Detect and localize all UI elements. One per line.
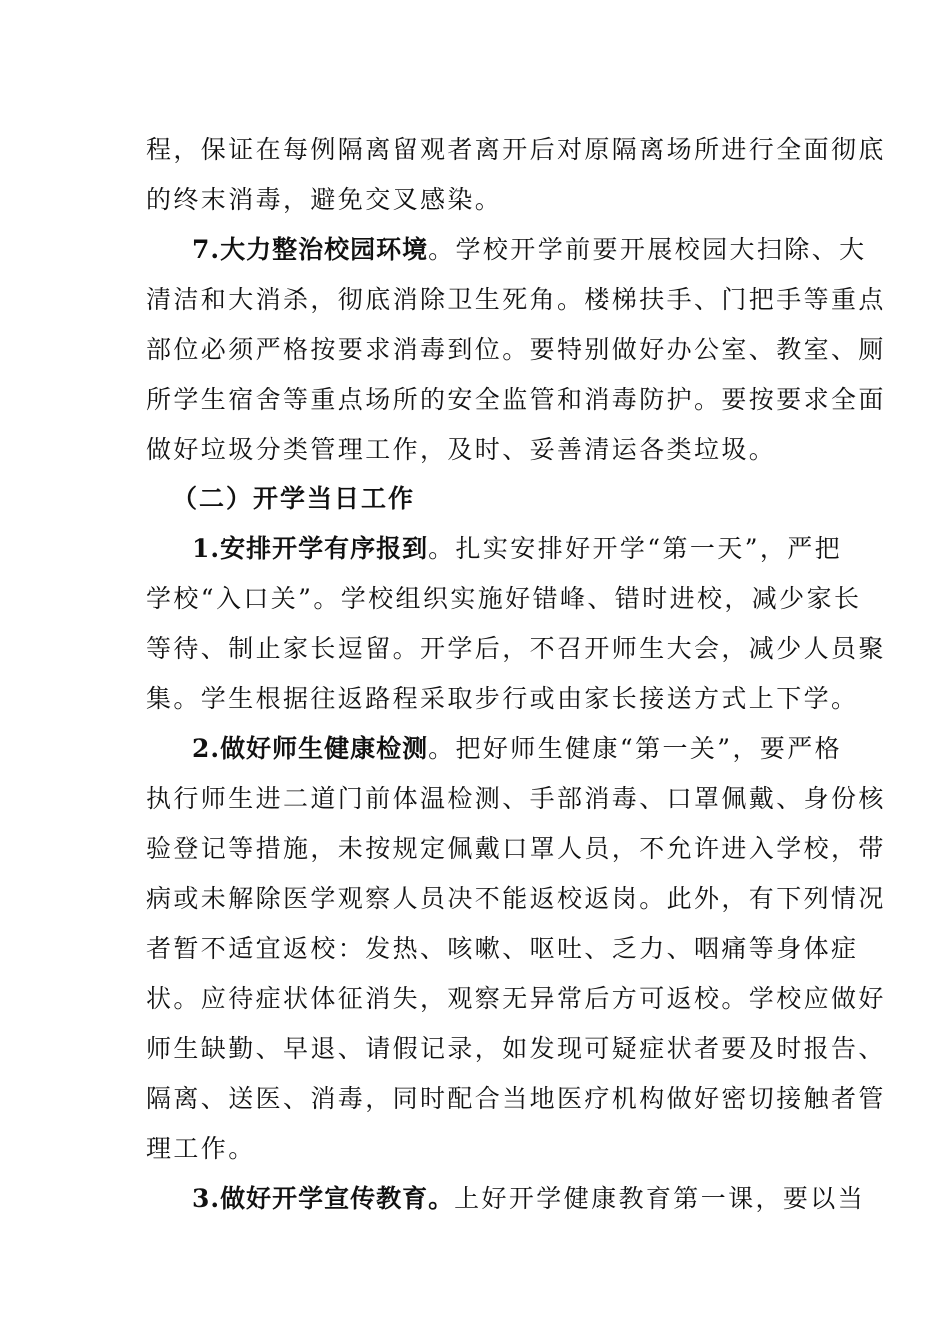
paragraph-7-heading: 7.大力整治校园环境 [192, 235, 429, 264]
paragraph-3-first-line [192, 1179, 866, 1219]
paragraph-1-text: 。扎实安排好开学“第一天”，严把 [428, 534, 843, 563]
text-line: 执行师生进二道门前体温检测、手部消毒、口罩佩戴、身份核 [146, 784, 886, 813]
text-line: 者暂不适宜返校：发热、咳嗽、呕吐、乏力、咽痛等身体症 [146, 934, 859, 963]
text-line: 理工作。 [146, 1134, 256, 1163]
text-line: 程，保证在每例隔离留观者离开后对原隔离场所进行全面彻底 [146, 135, 886, 164]
paragraph-7-first-line [192, 230, 867, 270]
text-line: 部位必须严格按要求消毒到位。要特别做好办公室、教室、厕 [146, 335, 886, 364]
text-line: 学校“入口关”。学校组织实施好错峰、错时进校，减少家长 [146, 584, 862, 613]
paragraph-7-text: 。学校开学前要开展校园大扫除、大 [428, 235, 867, 264]
paragraph-2-first-line [192, 729, 843, 769]
paragraph-2-heading: 2.做好师生健康检测 [192, 734, 429, 763]
text-line: 隔离、送医、消毒，同时配合当地医疗机构做好密切接触者管 [146, 1084, 886, 1113]
text-line: 清洁和大消杀，彻底消除卫生死角。楼梯扶手、门把手等重点 [146, 285, 886, 314]
paragraph-3-heading: 3.做好开学宣传教育。 [192, 1184, 455, 1213]
text-line: 状。应待症状体征消失，观察无异常后方可返校。学校应做好 [146, 984, 886, 1013]
text-line: 验登记等措施，未按规定佩戴口罩人员，不允许进入学校，带 [146, 834, 886, 863]
text-line: 做好垃圾分类管理工作，及时、妥善清运各类垃圾。 [146, 435, 777, 464]
text-line: 病或未解除医学观察人员决不能返校返岗。此外，有下列情况 [146, 884, 886, 913]
paragraph-2-text: 。把好师生健康“第一关”，要严格 [428, 734, 843, 763]
paragraph-1-first-line [192, 529, 843, 569]
text-line: 师生缺勤、早退、请假记录，如发现可疑症状者要及时报告、 [146, 1034, 886, 1063]
text-line: 集。学生根据往返路程采取步行或由家长接送方式上下学。 [146, 684, 859, 713]
paragraph-1-heading: 1.安排开学有序报到 [192, 534, 429, 563]
paragraph-3-text: 上好开学健康教育第一课，要以当 [454, 1184, 866, 1213]
text-line: 等待、制止家长逗留。开学后，不召开师生大会，减少人员聚 [146, 634, 886, 663]
section-heading: （二）开学当日工作 [172, 484, 416, 513]
text-line: 的终末消毒，避免交叉感染。 [146, 185, 503, 214]
text-line: 所学生宿舍等重点场所的安全监管和消毒防护。要按要求全面 [146, 385, 886, 414]
